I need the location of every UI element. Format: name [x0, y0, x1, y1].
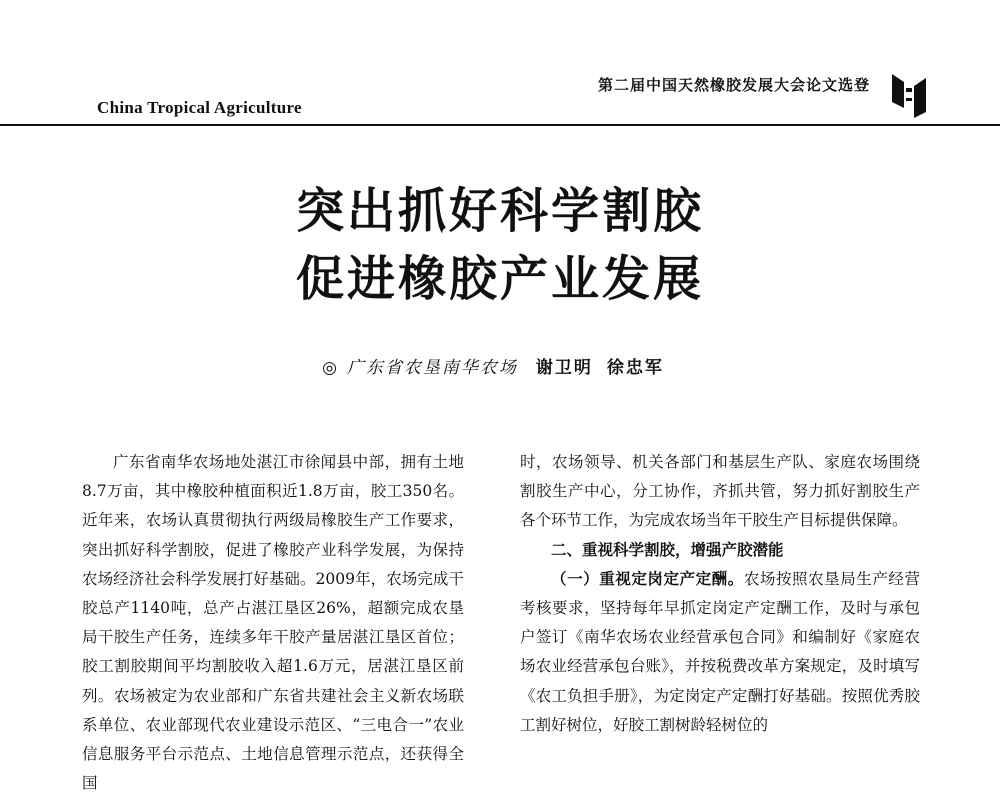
series-title: 第二届中国天然橡胶发展大会论文选登 — [597, 76, 870, 94]
header-rule — [0, 124, 1000, 126]
author-organization: 广东省农垦南华农场 — [346, 358, 518, 378]
journal-name: China Tropical Agriculture — [97, 98, 302, 117]
article-title-line-2: 促进橡胶产业发展 — [295, 251, 704, 307]
subsection-lead: （一）重视定岗定产定酬。 — [551, 569, 744, 588]
body-paragraph: 广东省南华农场地处湛江市徐闻县中部，拥有土地8.7万亩，其中橡胶种植面积近1.8万亩，胶工350名。近年来，农场认真贯彻执行两级局橡胶生产工作要求，突出抓好科学割胶，促进了橡胶产业科学发展，为保持农场经济社会科学发展打好基础。2009年，农场完成干胶总产1140吨，总产占湛江垦区26%，超额完成农垦局干胶生产任务，连续多年干胶产量居湛江垦区首位；胶工割胶期间平均割胶收入超1.6万元，居湛江垦区前列。农场被定为农业部和广东省共建社会主义新农场联系单位、农业部现代农业建设示范区、“三电合一”农业信息服务平台示范点、土地信息管理示范点，还获得全国 — [82, 453, 464, 793]
right-column — [520, 448, 920, 740]
byline-mark-icon: ◎ — [322, 358, 337, 378]
author-name: 徐忠军 — [606, 358, 664, 378]
left-column — [82, 448, 464, 798]
byline — [0, 353, 1000, 378]
subsection-paragraph — [520, 565, 920, 740]
journal-logo-icon — [888, 72, 930, 120]
subsection-text: 农场按照农垦局生产经营考核要求，坚持每年早抓定岗定产定酬工作，及时与承包户签订《南华农场农业经营承包合同》和编制好《家庭农场农业经营承包台账》，并按税费改革方案规定，及时填写《农工负担手册》，为定岗定产定酬打好基础。按照优秀胶工割好树位，好胶工割树龄轻树位的 — [520, 569, 920, 734]
body-paragraph-continuation: 时，农场领导、机关各部门和基层生产队、家庭农场围绕割胶生产中心，分工协作，齐抓共管，努力抓好割胶生产各个环节工作，为完成农场当年干胶生产目标提供保障。 — [520, 453, 920, 530]
author-name: 谢卫明 — [535, 358, 593, 378]
section-heading: 二、重视科学割胶，增强产胶潜能 — [551, 540, 784, 559]
article-title-line-1: 突出抓好科学割胶 — [295, 183, 704, 239]
